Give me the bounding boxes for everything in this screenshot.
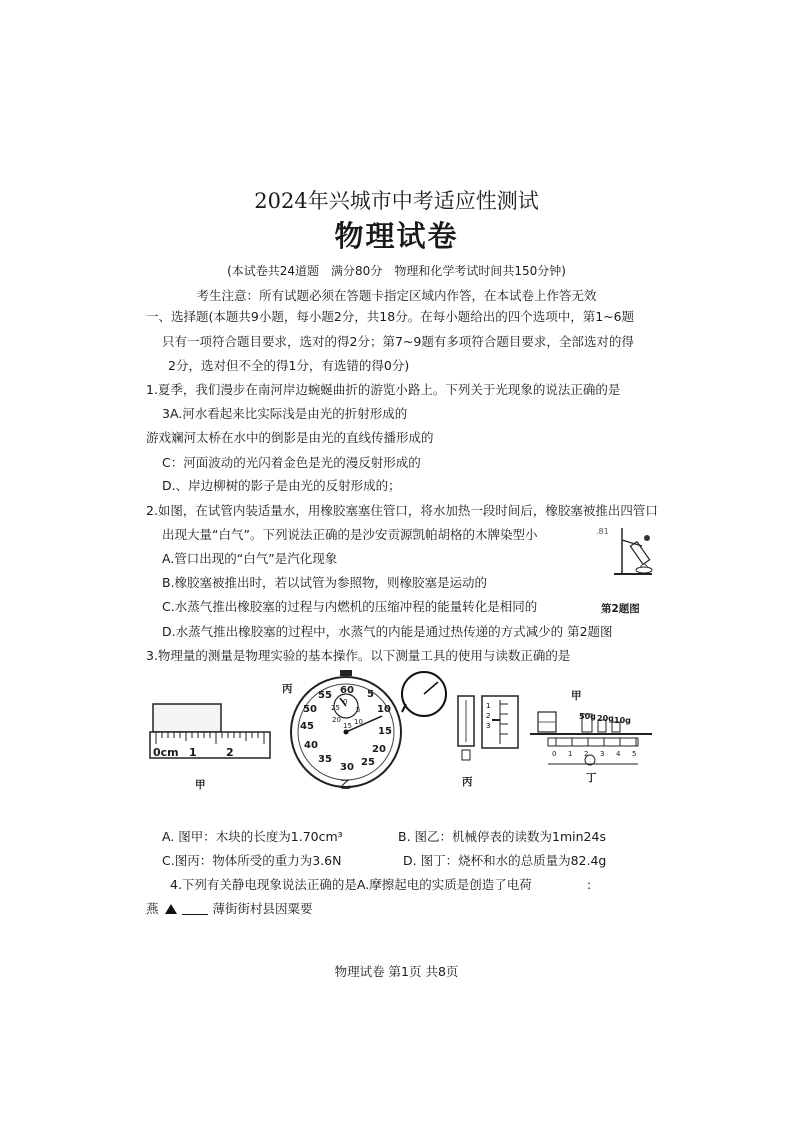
stopwatch-inner-0: 0 [343,698,348,706]
q2-option-d: D.水蒸气推出橡胶塞的过程中，水蒸气的内能是通过热传递的方式减少的 第2题图 [162,624,613,639]
section-heading-line2: 只有一项符合题目要求，选对的得2分；第7~9题有多项符合题目要求，全部选对的得 [162,334,634,349]
q4-stem: 4.下列有关静电现象说法正确的是A.摩擦起电的实质是创造了电荷 [170,877,532,892]
q4-line2 [146,901,312,917]
q3-option-c: C.图丙：物体所受的重力为3.6N [162,853,342,868]
exam-title: 2024年兴城市中考适应性测试 [254,189,539,213]
stopwatch-inner-5: 5 [356,706,361,714]
weight-20g: 20g [597,714,614,723]
q3-label-ding: 丁 [586,772,597,784]
stopwatch-num-50: 50 [303,704,317,715]
q3-label-jia: 甲 [195,779,206,791]
q1-option-a: 3A.河水看起来比实际浅是由光的折射形成的 [162,406,408,421]
exam-notice: 考生注意：所有试题必须在答题卡指定区域内作答，在本试卷上作答无效 [196,288,597,303]
stopwatch-num-20: 20 [372,744,386,755]
q4-line2-suffix: 薄街街村县因粟要 [212,901,313,916]
ruler-tick-0: 0cm [153,746,179,759]
ruler-tick-1: 1 [189,746,197,759]
q4-line2-prefix: 燕 [146,901,159,916]
q3-label-bing-top: 丙 [282,683,293,695]
weight-50g: 50g [579,712,596,721]
triangle-icon [165,904,177,914]
answer-blank [182,902,208,915]
q2-test-tube-figure [592,520,672,580]
q1-option-b: 游戏斓河太桥在水中的倒影是由光的直线传播形成的 [146,430,434,445]
balance-scale-4: 4 [616,750,621,758]
stopwatch-inner-20: 20 [332,716,341,724]
q2-option-b: B.橡胶塞被推出时，若以试管为参照物，则橡胶塞是运动的 [162,575,488,590]
stopwatch-num-35: 35 [318,754,332,765]
q2-option-c: C.水蒸气推出橡胶塞的过程与内燃机的压缩冲程的能量转化是相同的 [162,599,538,614]
stopwatch-num-15: 15 [378,726,392,737]
stopwatch-inner-15: 15 [343,722,352,730]
q3-magnifier-inset [398,668,450,720]
section-heading-line1: 一、选择题(本题共9小题，每小题2分，共18分。在每小题给出的四个选项中，第1~6题 [146,309,635,324]
q3-option-d: D. 图丁：烧杯和水的总质量为82.4g [403,853,607,868]
svg-text:2: 2 [486,712,491,720]
balance-scale-3: 3 [600,750,605,758]
stopwatch-inner-25: 25 [331,704,340,712]
stopwatch-num-55: 55 [318,690,332,701]
q3-option-b: B. 图乙：机械停表的读数为1min24s [398,829,606,844]
stopwatch-num-30: 30 [340,762,354,773]
balance-scale-2: 2 [584,750,589,758]
q2-stem-line2: 出现大量“白气”。下列说法正确的是沙安贡源凯帕胡格的木牌染型小 [162,527,538,542]
q3-spring-scale-figure [448,690,528,780]
balance-scale-0: 0 [552,750,557,758]
q3-label-bing: 丙 [462,776,473,788]
q1-option-c: C：河面波动的光闪着金色是光的漫反射形成的 [162,455,421,470]
stopwatch-num-25: 25 [361,757,375,768]
weight-10g: 10g [614,716,631,725]
stopwatch-inner-10: 10 [354,718,363,726]
exam-info: (本试卷共24道题 满分80分 物理和化学考试时间共150分钟) [227,264,566,278]
q3-option-a: A. 图甲：木块的长度为1.70cm³ [162,829,343,844]
q1-stem: 1.夏季，我们漫步在南河岸边蜿蜒曲折的游览小路上。下列关于光现象的说法正确的是 [146,382,621,397]
section-heading-line3: 2分，选对但不全的得1分，有选错的得0分) [168,358,410,373]
q4-trailing-mark: : [587,877,592,892]
ruler-tick-2: 2 [226,746,234,759]
stopwatch-num-60: 60 [340,685,354,696]
svg-text:.81: .81 [596,527,609,536]
page-footer: 物理试卷 第1页 共8页 [334,964,459,979]
balance-scale-5: 5 [632,750,637,758]
q1-option-d: D.、岸边柳树的影子是由光的反射形成的； [162,478,401,493]
svg-text:3: 3 [486,722,491,730]
q3-stem: 3.物理量的测量是物理实验的基本操作。以下测量工具的使用与读数正确的是 [146,648,571,663]
q2-option-a: A.管口出现的“白气”是汽化现象 [162,551,338,566]
stopwatch-num-10: 10 [377,704,391,715]
q2-figure-caption: 第2题图 [601,603,640,615]
stopwatch-num-5: 5 [367,689,374,700]
svg-text:1: 1 [486,702,491,710]
subject-title: 物理试卷 [334,219,459,253]
q3-label-yi: 乙 [340,779,351,791]
stopwatch-num-40: 40 [304,740,318,751]
stopwatch-num-45: 45 [300,721,314,732]
q3-label-ding-top: 甲 [571,690,582,702]
q2-stem-line1: 2.如图，在试管内装适量水，用橡胶塞塞住管口，将水加热一段时间后，橡胶塞被推出四管口 [146,503,658,518]
balance-scale-1: 1 [568,750,573,758]
